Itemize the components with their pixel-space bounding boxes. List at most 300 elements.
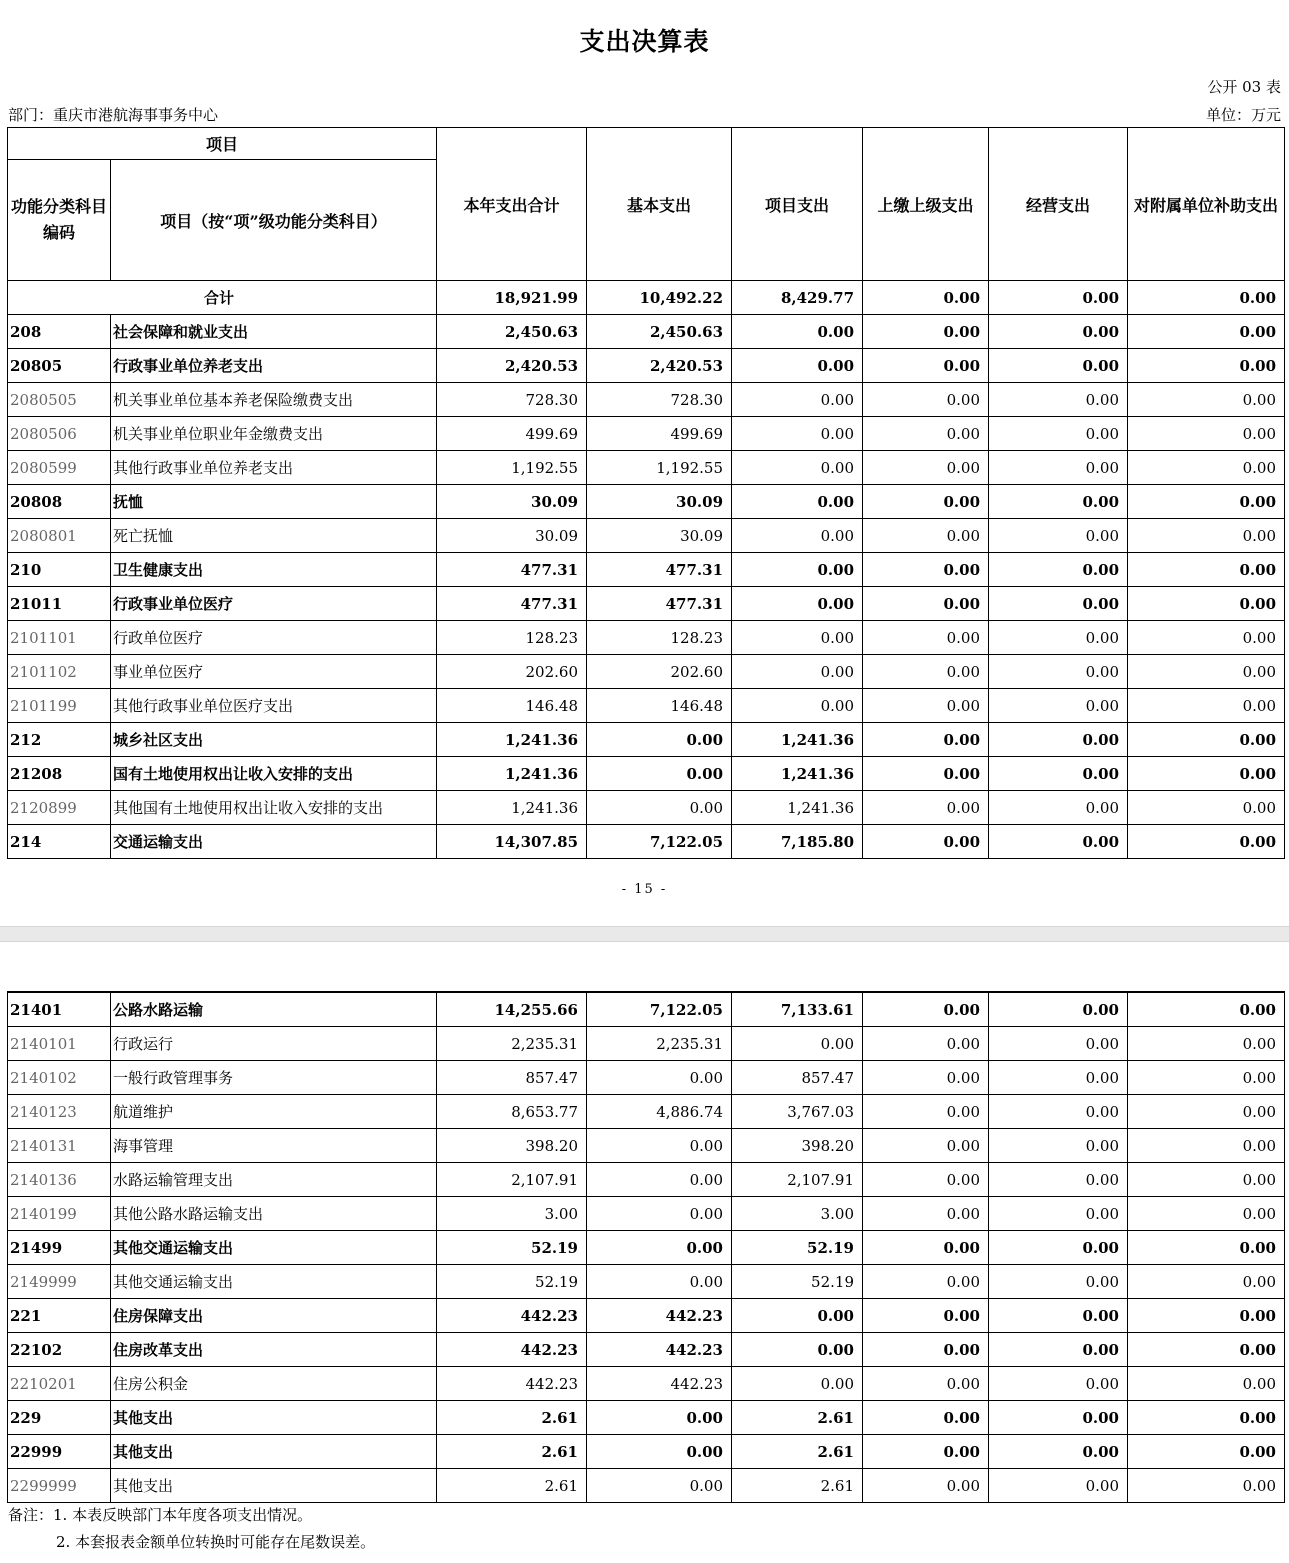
row-name: 水路运输管理支出	[111, 1163, 437, 1197]
row-code: 2101199	[8, 689, 111, 723]
row-code: 212	[8, 723, 111, 757]
row-value-project: 0.00	[732, 451, 863, 485]
header-project: 项目	[8, 128, 437, 160]
row-name: 社会保障和就业支出	[111, 315, 437, 349]
row-value-total: 2.61	[437, 1435, 587, 1469]
row-code: 2299999	[8, 1469, 111, 1503]
row-value-basic: 7,122.05	[587, 825, 732, 859]
table-row	[8, 1197, 1285, 1231]
row-value-subsidy: 0.00	[1128, 1401, 1285, 1435]
row-value-total: 14,307.85	[437, 825, 587, 859]
table-row	[8, 1265, 1285, 1299]
total-value-superior: 0.00	[863, 281, 989, 315]
header-superior: 上缴上级支出	[863, 128, 989, 281]
row-value-business: 0.00	[989, 485, 1128, 519]
row-value-basic: 0.00	[587, 723, 732, 757]
row-name: 机关事业单位基本养老保险缴费支出	[111, 383, 437, 417]
total-label: 合计	[8, 281, 437, 315]
row-value-subsidy: 0.00	[1128, 689, 1285, 723]
row-value-project: 0.00	[732, 1333, 863, 1367]
row-name: 抚恤	[111, 485, 437, 519]
row-code: 2140136	[8, 1163, 111, 1197]
row-name: 公路水路运输	[111, 992, 437, 1027]
row-value-basic: 0.00	[587, 1197, 732, 1231]
row-name: 交通运输支出	[111, 825, 437, 859]
row-code: 214	[8, 825, 111, 859]
row-value-subsidy: 0.00	[1128, 1129, 1285, 1163]
table-row	[8, 791, 1285, 825]
row-value-project: 0.00	[732, 485, 863, 519]
row-value-subsidy: 0.00	[1128, 451, 1285, 485]
row-code: 2210201	[8, 1367, 111, 1401]
row-code: 2149999	[8, 1265, 111, 1299]
row-value-superior: 0.00	[863, 1129, 989, 1163]
row-name: 海事管理	[111, 1129, 437, 1163]
note-2: 2. 本套报表金额单位转换时可能存在尾数误差。	[56, 1533, 376, 1551]
row-name: 一般行政管理事务	[111, 1061, 437, 1095]
page-title: 支出决算表	[579, 27, 710, 56]
row-value-project: 7,185.80	[732, 825, 863, 859]
row-name: 其他支出	[111, 1401, 437, 1435]
table-row	[8, 1333, 1285, 1367]
row-name: 行政运行	[111, 1027, 437, 1061]
row-code: 20808	[8, 485, 111, 519]
table-row	[8, 757, 1285, 791]
row-value-superior: 0.00	[863, 1367, 989, 1401]
row-value-subsidy: 0.00	[1128, 1163, 1285, 1197]
row-value-superior: 0.00	[863, 689, 989, 723]
row-value-subsidy: 0.00	[1128, 485, 1285, 519]
row-name: 其他行政事业单位医疗支出	[111, 689, 437, 723]
row-value-project: 0.00	[732, 349, 863, 383]
row-value-superior: 0.00	[863, 723, 989, 757]
expenditure-table-page-1	[7, 127, 1285, 859]
row-value-business: 0.00	[989, 1129, 1128, 1163]
table-row	[8, 485, 1285, 519]
row-value-total: 499.69	[437, 417, 587, 451]
total-value-business: 0.00	[989, 281, 1128, 315]
table-row	[8, 587, 1285, 621]
department-label: 部门：重庆市港航海事事务中心	[8, 106, 219, 124]
row-value-superior: 0.00	[863, 553, 989, 587]
row-value-basic: 0.00	[587, 791, 732, 825]
row-name: 其他交通运输支出	[111, 1231, 437, 1265]
row-code: 21011	[8, 587, 111, 621]
header-total: 本年支出合计	[437, 128, 587, 281]
row-code: 22102	[8, 1333, 111, 1367]
row-value-subsidy: 0.00	[1128, 519, 1285, 553]
row-value-total: 398.20	[437, 1129, 587, 1163]
table-row	[8, 1435, 1285, 1469]
row-value-project: 7,133.61	[732, 992, 863, 1027]
row-value-basic: 0.00	[587, 1129, 732, 1163]
row-value-project: 1,241.36	[732, 723, 863, 757]
header-project-expenditure: 项目支出	[732, 128, 863, 281]
table-row	[8, 315, 1285, 349]
row-value-business: 0.00	[989, 621, 1128, 655]
row-value-superior: 0.00	[863, 825, 989, 859]
row-name: 其他公路水路运输支出	[111, 1197, 437, 1231]
row-value-basic: 0.00	[587, 1061, 732, 1095]
table-row	[8, 417, 1285, 451]
row-value-total: 146.48	[437, 689, 587, 723]
row-value-superior: 0.00	[863, 1095, 989, 1129]
row-value-total: 857.47	[437, 1061, 587, 1095]
row-value-total: 2,107.91	[437, 1163, 587, 1197]
header-business: 经营支出	[989, 128, 1128, 281]
row-value-business: 0.00	[989, 1231, 1128, 1265]
row-value-total: 3.00	[437, 1197, 587, 1231]
row-value-business: 0.00	[989, 417, 1128, 451]
row-code: 2080599	[8, 451, 111, 485]
table-row	[8, 383, 1285, 417]
row-name: 城乡社区支出	[111, 723, 437, 757]
row-value-project: 0.00	[732, 315, 863, 349]
row-value-business: 0.00	[989, 1299, 1128, 1333]
row-value-basic: 0.00	[587, 1265, 732, 1299]
row-value-business: 0.00	[989, 689, 1128, 723]
row-value-basic: 442.23	[587, 1299, 732, 1333]
row-value-project: 2.61	[732, 1435, 863, 1469]
row-value-subsidy: 0.00	[1128, 417, 1285, 451]
row-value-project: 1,241.36	[732, 791, 863, 825]
row-value-superior: 0.00	[863, 485, 989, 519]
row-name: 住房公积金	[111, 1367, 437, 1401]
row-code: 21499	[8, 1231, 111, 1265]
row-value-project: 52.19	[732, 1265, 863, 1299]
header-name: 项目（按“项”级功能分类科目）	[111, 160, 437, 281]
row-value-project: 0.00	[732, 1299, 863, 1333]
row-value-subsidy: 0.00	[1128, 621, 1285, 655]
row-code: 2080801	[8, 519, 111, 553]
row-value-superior: 0.00	[863, 1163, 989, 1197]
row-value-subsidy: 0.00	[1128, 1197, 1285, 1231]
row-value-superior: 0.00	[863, 1401, 989, 1435]
row-value-superior: 0.00	[863, 655, 989, 689]
row-value-project: 0.00	[732, 1367, 863, 1401]
note-1: 备注：1. 本表反映部门本年度各项支出情况。	[8, 1506, 313, 1524]
table-row	[8, 1469, 1285, 1503]
row-value-superior: 0.00	[863, 791, 989, 825]
table-row	[8, 1231, 1285, 1265]
table-row	[8, 1299, 1285, 1333]
table-row	[8, 689, 1285, 723]
row-value-business: 0.00	[989, 1469, 1128, 1503]
row-value-project: 2.61	[732, 1469, 863, 1503]
row-value-total: 477.31	[437, 553, 587, 587]
row-value-subsidy: 0.00	[1128, 825, 1285, 859]
row-value-total: 52.19	[437, 1231, 587, 1265]
row-value-business: 0.00	[989, 1367, 1128, 1401]
row-value-superior: 0.00	[863, 451, 989, 485]
row-value-superior: 0.00	[863, 1027, 989, 1061]
row-value-basic: 0.00	[587, 1469, 732, 1503]
row-name: 其他支出	[111, 1435, 437, 1469]
row-value-business: 0.00	[989, 1333, 1128, 1367]
row-value-project: 0.00	[732, 553, 863, 587]
row-code: 221	[8, 1299, 111, 1333]
row-name: 其他交通运输支出	[111, 1265, 437, 1299]
row-code: 2140102	[8, 1061, 111, 1095]
row-value-subsidy: 0.00	[1128, 1333, 1285, 1367]
row-value-total: 477.31	[437, 587, 587, 621]
row-value-basic: 442.23	[587, 1333, 732, 1367]
row-value-basic: 1,192.55	[587, 451, 732, 485]
expenditure-table-page-2	[7, 991, 1285, 1503]
row-value-business: 0.00	[989, 315, 1128, 349]
row-name: 卫生健康支出	[111, 553, 437, 587]
row-value-basic: 0.00	[587, 1163, 732, 1197]
row-value-business: 0.00	[989, 553, 1128, 587]
row-code: 229	[8, 1401, 111, 1435]
row-value-project: 0.00	[732, 417, 863, 451]
row-value-subsidy: 0.00	[1128, 587, 1285, 621]
table-row	[8, 992, 1285, 1027]
row-name: 国有土地使用权出让收入安排的支出	[111, 757, 437, 791]
total-value-subsidy: 0.00	[1128, 281, 1285, 315]
row-value-subsidy: 0.00	[1128, 757, 1285, 791]
row-value-business: 0.00	[989, 1435, 1128, 1469]
row-value-subsidy: 0.00	[1128, 383, 1285, 417]
page-number: - 15 -	[621, 882, 668, 897]
row-value-total: 442.23	[437, 1299, 587, 1333]
table-row	[8, 1163, 1285, 1197]
row-value-total: 2,420.53	[437, 349, 587, 383]
row-value-project: 857.47	[732, 1061, 863, 1095]
row-value-total: 128.23	[437, 621, 587, 655]
row-code: 20805	[8, 349, 111, 383]
row-value-business: 0.00	[989, 383, 1128, 417]
row-code: 2140199	[8, 1197, 111, 1231]
row-value-basic: 0.00	[587, 1401, 732, 1435]
row-code: 21208	[8, 757, 111, 791]
row-value-basic: 477.31	[587, 587, 732, 621]
table-row	[8, 1367, 1285, 1401]
row-value-total: 1,192.55	[437, 451, 587, 485]
row-value-superior: 0.00	[863, 1197, 989, 1231]
table-row	[8, 1061, 1285, 1095]
row-value-business: 0.00	[989, 1265, 1128, 1299]
row-value-basic: 0.00	[587, 757, 732, 791]
row-value-total: 52.19	[437, 1265, 587, 1299]
row-name: 其他国有土地使用权出让收入安排的支出	[111, 791, 437, 825]
row-value-business: 0.00	[989, 825, 1128, 859]
row-value-subsidy: 0.00	[1128, 1435, 1285, 1469]
row-code: 2140123	[8, 1095, 111, 1129]
row-value-subsidy: 0.00	[1128, 1095, 1285, 1129]
row-value-basic: 30.09	[587, 485, 732, 519]
row-value-project: 1,241.36	[732, 757, 863, 791]
row-value-business: 0.00	[989, 1163, 1128, 1197]
table-row	[8, 723, 1285, 757]
row-value-total: 30.09	[437, 485, 587, 519]
row-value-business: 0.00	[989, 1095, 1128, 1129]
row-value-basic: 146.48	[587, 689, 732, 723]
row-value-total: 728.30	[437, 383, 587, 417]
row-value-basic: 0.00	[587, 1231, 732, 1265]
row-value-business: 0.00	[989, 587, 1128, 621]
row-value-superior: 0.00	[863, 1231, 989, 1265]
total-value-total: 18,921.99	[437, 281, 587, 315]
header-subsidy: 对附属单位补助支出	[1128, 128, 1285, 281]
table-row	[8, 1095, 1285, 1129]
row-value-basic: 442.23	[587, 1367, 732, 1401]
row-value-subsidy: 0.00	[1128, 349, 1285, 383]
row-name: 死亡抚恤	[111, 519, 437, 553]
total-value-project: 8,429.77	[732, 281, 863, 315]
row-name: 住房保障支出	[111, 1299, 437, 1333]
total-row	[8, 281, 1285, 315]
row-name: 行政事业单位医疗	[111, 587, 437, 621]
row-value-basic: 128.23	[587, 621, 732, 655]
row-value-total: 442.23	[437, 1333, 587, 1367]
row-value-superior: 0.00	[863, 1435, 989, 1469]
row-name: 行政事业单位养老支出	[111, 349, 437, 383]
row-value-superior: 0.00	[863, 315, 989, 349]
row-value-basic: 477.31	[587, 553, 732, 587]
row-value-superior: 0.00	[863, 1265, 989, 1299]
row-value-subsidy: 0.00	[1128, 1469, 1285, 1503]
row-name: 其他支出	[111, 1469, 437, 1503]
row-value-basic: 728.30	[587, 383, 732, 417]
row-value-superior: 0.00	[863, 519, 989, 553]
row-code: 21401	[8, 992, 111, 1027]
row-value-total: 14,255.66	[437, 992, 587, 1027]
row-value-total: 1,241.36	[437, 791, 587, 825]
row-value-business: 0.00	[989, 655, 1128, 689]
row-value-superior: 0.00	[863, 349, 989, 383]
table-row	[8, 1129, 1285, 1163]
row-value-project: 0.00	[732, 383, 863, 417]
row-value-project: 2,107.91	[732, 1163, 863, 1197]
row-value-total: 202.60	[437, 655, 587, 689]
table-row	[8, 451, 1285, 485]
row-value-basic: 2,420.53	[587, 349, 732, 383]
row-value-total: 2,235.31	[437, 1027, 587, 1061]
row-value-total: 8,653.77	[437, 1095, 587, 1129]
row-value-subsidy: 0.00	[1128, 1299, 1285, 1333]
table-row	[8, 349, 1285, 383]
row-value-business: 0.00	[989, 757, 1128, 791]
row-code: 22999	[8, 1435, 111, 1469]
table-row	[8, 519, 1285, 553]
row-value-subsidy: 0.00	[1128, 1027, 1285, 1061]
row-value-business: 0.00	[989, 791, 1128, 825]
row-value-basic: 202.60	[587, 655, 732, 689]
row-value-business: 0.00	[989, 519, 1128, 553]
row-value-business: 0.00	[989, 1401, 1128, 1435]
table-row	[8, 655, 1285, 689]
row-value-superior: 0.00	[863, 1061, 989, 1095]
total-value-basic: 10,492.22	[587, 281, 732, 315]
row-value-business: 0.00	[989, 1027, 1128, 1061]
header-code: 功能分类科目编码	[8, 160, 111, 281]
row-value-basic: 0.00	[587, 1435, 732, 1469]
row-value-subsidy: 0.00	[1128, 1265, 1285, 1299]
row-value-superior: 0.00	[863, 587, 989, 621]
row-value-total: 30.09	[437, 519, 587, 553]
row-value-basic: 499.69	[587, 417, 732, 451]
row-value-project: 3.00	[732, 1197, 863, 1231]
row-value-superior: 0.00	[863, 383, 989, 417]
row-name: 行政单位医疗	[111, 621, 437, 655]
row-name: 事业单位医疗	[111, 655, 437, 689]
table-row	[8, 1401, 1285, 1435]
row-code: 2120899	[8, 791, 111, 825]
row-code: 210	[8, 553, 111, 587]
row-name: 航道维护	[111, 1095, 437, 1129]
row-value-business: 0.00	[989, 451, 1128, 485]
row-value-basic: 30.09	[587, 519, 732, 553]
row-value-superior: 0.00	[863, 1333, 989, 1367]
row-value-business: 0.00	[989, 1197, 1128, 1231]
row-value-subsidy: 0.00	[1128, 791, 1285, 825]
row-name: 住房改革支出	[111, 1333, 437, 1367]
row-value-total: 2.61	[437, 1401, 587, 1435]
row-value-superior: 0.00	[863, 1469, 989, 1503]
row-value-subsidy: 0.00	[1128, 315, 1285, 349]
row-value-superior: 0.00	[863, 621, 989, 655]
row-value-subsidy: 0.00	[1128, 553, 1285, 587]
row-value-subsidy: 0.00	[1128, 1231, 1285, 1265]
row-value-project: 2.61	[732, 1401, 863, 1435]
row-value-subsidy: 0.00	[1128, 1367, 1285, 1401]
row-code: 2080506	[8, 417, 111, 451]
table-row	[8, 553, 1285, 587]
row-value-business: 0.00	[989, 992, 1128, 1027]
row-name: 机关事业单位职业年金缴费支出	[111, 417, 437, 451]
row-value-project: 0.00	[732, 655, 863, 689]
row-value-total: 1,241.36	[437, 757, 587, 791]
row-code: 2101101	[8, 621, 111, 655]
row-code: 2140101	[8, 1027, 111, 1061]
table-row	[8, 1027, 1285, 1061]
row-value-superior: 0.00	[863, 1299, 989, 1333]
form-number: 公开 03 表	[1207, 78, 1281, 96]
table-row	[8, 825, 1285, 859]
row-value-total: 2.61	[437, 1469, 587, 1503]
row-value-subsidy: 0.00	[1128, 1061, 1285, 1095]
row-value-superior: 0.00	[863, 992, 989, 1027]
row-value-business: 0.00	[989, 349, 1128, 383]
row-value-subsidy: 0.00	[1128, 992, 1285, 1027]
row-value-basic: 2,235.31	[587, 1027, 732, 1061]
row-value-project: 0.00	[732, 621, 863, 655]
row-value-project: 0.00	[732, 689, 863, 723]
row-value-project: 0.00	[732, 587, 863, 621]
page-break	[0, 926, 1289, 942]
row-value-project: 0.00	[732, 519, 863, 553]
row-value-project: 398.20	[732, 1129, 863, 1163]
row-value-project: 0.00	[732, 1027, 863, 1061]
row-value-superior: 0.00	[863, 757, 989, 791]
header-basic: 基本支出	[587, 128, 732, 281]
row-value-subsidy: 0.00	[1128, 655, 1285, 689]
row-value-total: 2,450.63	[437, 315, 587, 349]
unit-label: 单位：万元	[1205, 106, 1281, 124]
row-value-business: 0.00	[989, 723, 1128, 757]
row-name: 其他行政事业单位养老支出	[111, 451, 437, 485]
row-value-project: 52.19	[732, 1231, 863, 1265]
row-value-total: 442.23	[437, 1367, 587, 1401]
row-code: 2080505	[8, 383, 111, 417]
row-value-basic: 2,450.63	[587, 315, 732, 349]
row-code: 208	[8, 315, 111, 349]
row-value-business: 0.00	[989, 1061, 1128, 1095]
row-value-subsidy: 0.00	[1128, 723, 1285, 757]
row-value-superior: 0.00	[863, 417, 989, 451]
table-row	[8, 621, 1285, 655]
